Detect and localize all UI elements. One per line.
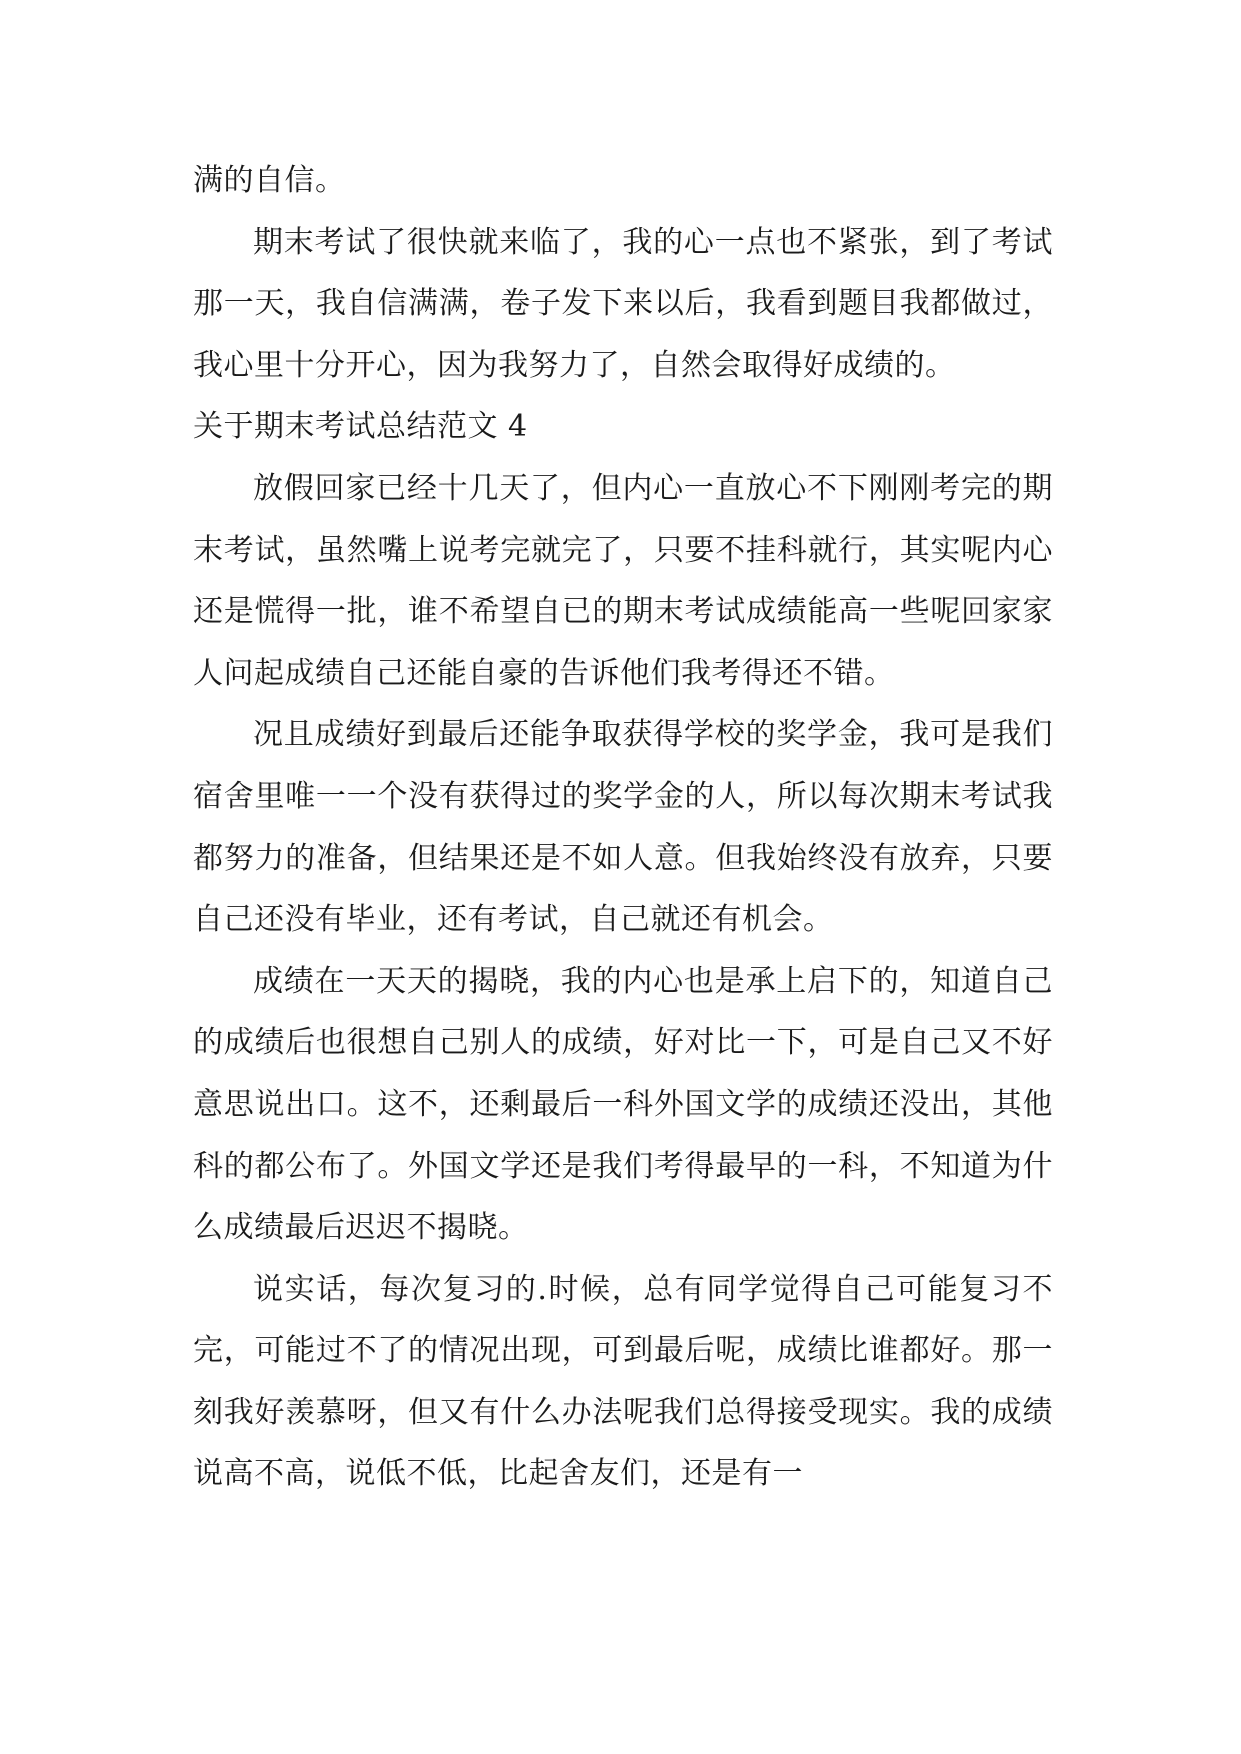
document-body: [193, 150, 1053, 1505]
paragraph-review-truth: 说实话，每次复习的.时候，总有同学觉得自己可能复习不完，可能过不了的情况出现，可到最后呢，成绩比谁都好。那一刻我好羡慕呀，但又有什么办法呢我们总得接受现实。我的成绩说高不高，说低不低，比起舍友们，还是有一: [193, 1271, 1053, 1492]
paragraph-continuation: 满的自信。: [193, 163, 346, 198]
paragraph-holiday-worry: 放假回家已经十几天了，但内心一直放心不下刚刚考完的期末考试，虽然嘴上说考完就完了，只要不挂科就行，其实呢内心还是慌得一批，谁不希望自已的期末考试成绩能高一些呢回家家人问起成绩自己还能自豪的告诉他们我考得还不错。: [193, 470, 1053, 691]
paragraph-results-revealed: 成绩在一天天的揭晓，我的内心也是承上启下的，知道自己的成绩后也很想自己别人的成绩，好对比一下，可是自己又不好意思说出口。这不，还剩最后一科外国文学的成绩还没出，其他科的都公布了。外国文学还是我们考得最早的一科，不知道为什么成绩最后迟迟不揭晓。: [193, 963, 1053, 1246]
section-heading: 关于期末考试总结范文 4: [193, 409, 528, 445]
paragraph-scholarship: 况且成绩好到最后还能争取获得学校的奖学金，我可是我们宿舍里唯一一个没有获得过的奖学金的人，所以每次期末考试我都努力的准备，但结果还是不如人意。但我始终没有放弃，只要自己还没有毕业，还有考试，自己就还有机会。: [193, 717, 1053, 938]
paragraph-exam-confidence: 期末考试了很快就来临了，我的心一点也不紧张，到了考试那一天，我自信满满，卷子发下来以后，我看到题目我都做过，我心里十分开心，因为我努力了，自然会取得好成绩的。: [193, 224, 1053, 383]
